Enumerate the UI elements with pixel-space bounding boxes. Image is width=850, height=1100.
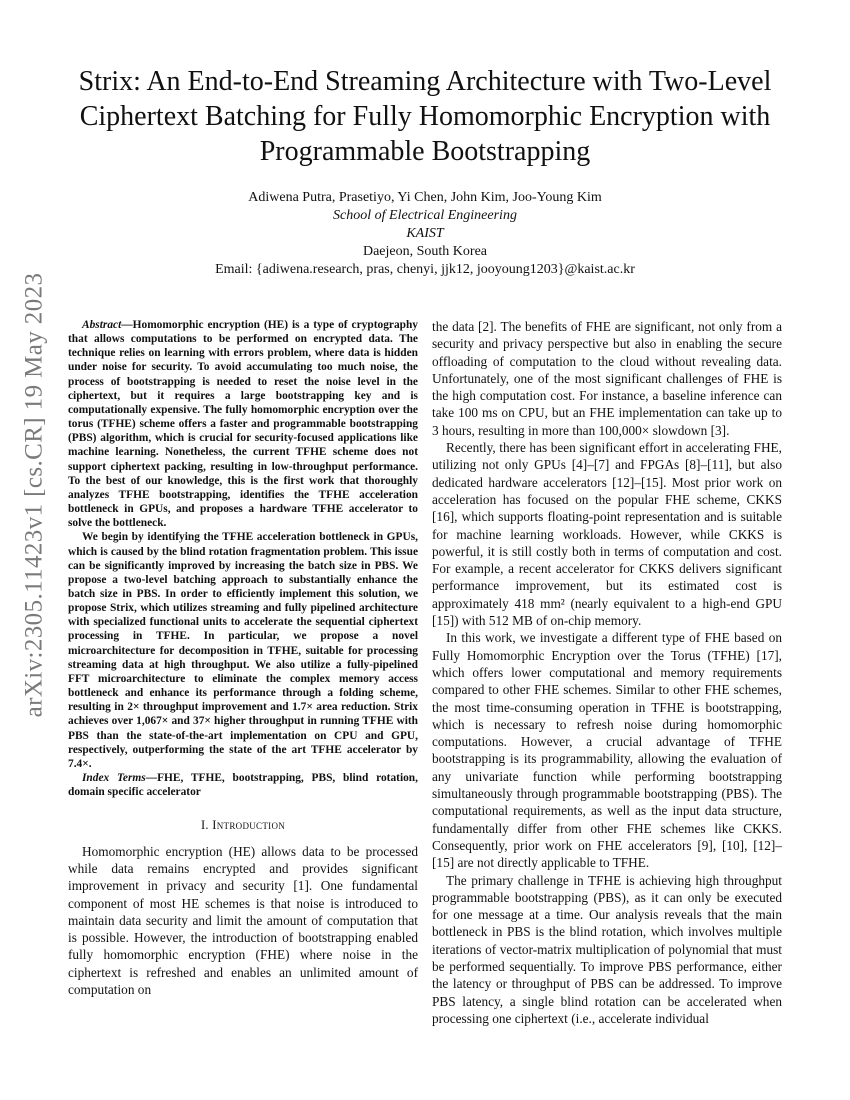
right-column xyxy=(432,318,782,1027)
author-location: Daejeon, South Korea xyxy=(362,244,488,259)
arxiv-identifier xyxy=(2,250,66,740)
arxiv-identifier-text: arXiv:2305.11423v1 [cs.CR] 19 May 2023 xyxy=(20,272,48,718)
intro-paragraph-3: In this work, we investigate a different type of FHE based on Fully Homomorphic Encryption over the Torus (TFHE) [17], which offers lower computational and memory requirements compared to other FHE schemes. Similar to other FHE schemes, the most time-consuming operation in TFHE is bootstrapping, which is necessary to refresh noise during homomorphic computations. However, a crucial advantage of TFHE bootstrapping is its programmability, allowing the evaluation of any univariate function while performing bootstrapping simultaneously through programmable bootstrapping (PBS). The computational requirements, as well as the input data structure, fundamentally differ from other FHE schemes like CKKS. Consequently, prior work on FHE accelerators [9], [10], [12]–[15] are not directly applicable to TFHE. xyxy=(432,630,782,871)
paper-title: Strix: An End-to-End Streaming Architecture with Two-Level Ciphertext Batching for Fully Homomorphic Encryption with Programmable Bootstrapping xyxy=(78,66,772,167)
intro-paragraph-2: Recently, there has been significant effort in accelerating FHE, utilizing not only GPUs [4]–[7] and FPGAs [8]–[11], but also dedicated hardware accelerators [12]–[15]. Most prior work on acceleration has focused on the popular FHE scheme, CKKS [16], which supports floating-point representation and is suitable for machine learning workloads. However, while CKKS is powerful, it is still costly both in terms of computation and cost. For example, a recent accelerator for CKKS delivers significant performance improvement, but its estimated cost is approximately 418 mm² (nearly equivalent to a high-end GPU [15]) with 512 MB of on-chip memory. xyxy=(432,440,782,629)
author-names: Adiwena Putra, Prasetiyo, Yi Chen, John Kim, Joo-Young Kim xyxy=(248,190,602,205)
section-title: Introduction xyxy=(212,818,286,833)
index-terms: Index Terms—FHE, TFHE, bootstrapping, PBS, blind rotation, domain specific accelerator xyxy=(68,772,418,799)
intro-paragraph-1-continued: the data [2]. The benefits of FHE are significant, not only from a security and privacy perspective but also in enabling the secure offloading of computation to the cloud without revealing data. Unfortunately, one of the most significant challenges of FHE is the high computation cost. For instance, a baseline inference can take 100 ms on CPU, but an FHE implementation can take up to 3 hours, resulting in more than 100,000× slowdown [3]. xyxy=(432,319,782,438)
author-institute: KAIST xyxy=(406,226,444,241)
left-column xyxy=(68,318,418,998)
abstract xyxy=(68,318,418,799)
index-terms-text: FHE, TFHE, bootstrapping, PBS, blind rotation, domain specific accelerator xyxy=(68,772,418,799)
abstract-label: Abstract xyxy=(82,319,122,331)
abstract-paragraph-2: We begin by identifying the TFHE acceleration bottleneck in GPUs, which is caused by the blind rotation fragmentation problem. This issue can be significantly improved by increasing the batch size in PBS. We propose a two-level batching approach to substantially enhance the batch size in PBS. In order to efficiently implement this solution, we propose Strix, which utilizes streaming and fully pipelined architecture with specialized functional units to accelerate the sequential ciphertext processing in TFHE. In particular, we propose a novel microarchitecture for decomposition in TFHE, suitable for processing streaming data at high throughput. We also utilize a fully-pipelined FFT microarchitecture to eliminate the complex memory access bottleneck and enhance its performance through a folding scheme, resulting in 2× throughput improvement and 1.7× area reduction. Strix achieves over 1,067× and 37× higher throughput in running TFHE with PBS than the state-of-the-art implementation on CPU and GPU, respectively, outperforming the state of the art TFHE accelerator by 7.4×. xyxy=(68,531,418,770)
author-email: Email: {adiwena.research, pras, chenyi, jjk12, jooyoung1203}@kaist.ac.kr xyxy=(215,262,635,277)
abstract-text-1: Homomorphic encryption (HE) is a type of cryptography that allows computations to be performed on encrypted data. The technique relies on learning with errors problem, where data is hidden under noise for security. To avoid accumulating too much noise, the process of bootstrapping is needed to reset the noise level in the ciphertext, but it requires a large bootstrapping key and is computationally expensive. The fully homomorphic encryption over the torus (TFHE) scheme offers a faster and programmable bootstrapping (PBS) algorithm, which is crucial for security-focused applications like machine learning. Nonetheless, the current TFHE scheme does not support ciphertext packing, resulting in low-throughput performance. To the best of our knowledge, this is the first work that thoroughly analyzes TFHE bootstrapping, identifies the TFHE acceleration bottleneck in GPUs, and proposes a hardware TFHE accelerator to solve the bottleneck. xyxy=(68,319,418,530)
section-number: I. xyxy=(200,818,209,833)
intro-paragraph-1: Homomorphic encryption (HE) allows data to be processed while data remains encrypted and provides significant improvement in privacy and security [1]. One fundamental component of most HE schemes is that noise is introduced to maintain data security and limit the amount of computation that is possible. However, the introduction of bootstrapping enabled fully homomorphic encryption (FHE) where noise in the ciphertext is refreshed and enables an unlimited amount of computation on xyxy=(68,843,418,997)
author-school: School of Electrical Engineering xyxy=(333,208,517,223)
index-terms-label: Index Terms xyxy=(82,772,146,784)
intro-body-left xyxy=(68,843,418,999)
intro-paragraph-4: The primary challenge in TFHE is achieving high throughput programmable bootstrapping (PBS), as it can only be executed for one message at a time. Our analysis reveals that the main bottleneck in PBS is the blind rotation, which involves multiple iterations of vector-matrix multiplication of polynomial that must be performed sequentially. To improve PBS performance, either the latency or throughput of PBS can be addressed. To improve PBS latency, a single blind rotation can be accelerated when processing one ciphertext (i.e., accelerate individual xyxy=(432,872,782,1026)
section-heading-introduction xyxy=(68,817,418,834)
author-block xyxy=(60,189,790,279)
abstract-paragraph-1: Abstract—Homomorphic encryption (HE) is a type of cryptography that allows computations to be performed on encrypted data. The technique relies on learning with errors problem, where data is hidden under noise for security. To avoid accumulating too much noise, the process of bootstrapping is needed to reset the noise level in the ciphertext, but it requires a large bootstrapping key and is computationally expensive. The fully homomorphic encryption over the torus (TFHE) scheme offers a faster and programmable bootstrapping (PBS) algorithm, which is crucial for security-focused applications like machine learning. Nonetheless, the current TFHE scheme does not support ciphertext packing, resulting in low-throughput performance. To the best of our knowledge, this is the first work that thoroughly analyzes TFHE bootstrapping, identifies the TFHE acceleration bottleneck in GPUs, and proposes a hardware TFHE accelerator to solve the bottleneck. xyxy=(68,319,418,530)
